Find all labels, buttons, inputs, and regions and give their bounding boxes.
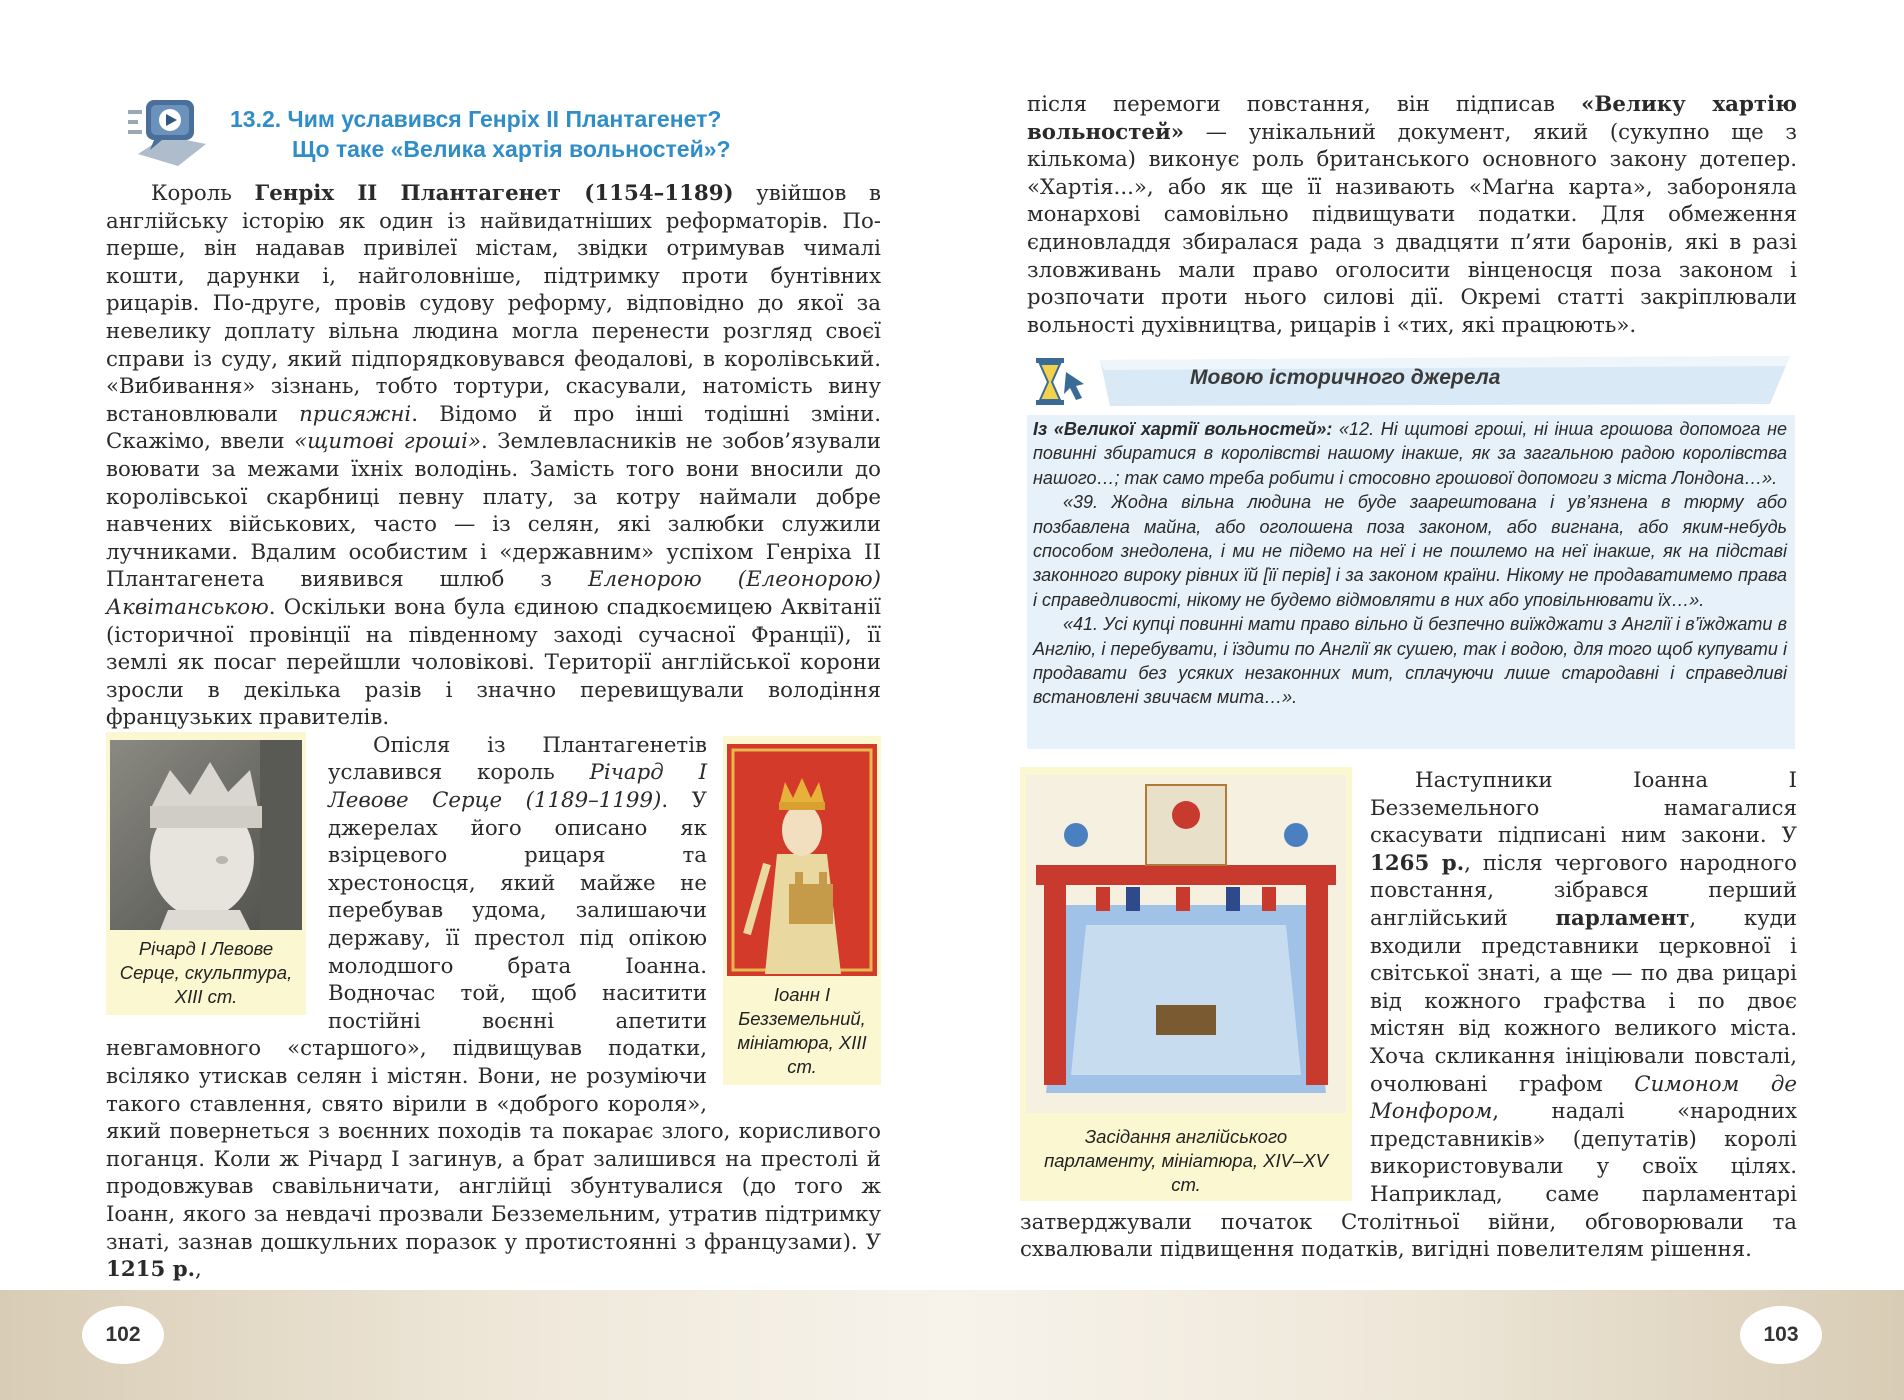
- figure-richard: [106, 732, 306, 1016]
- paragraph-parliament: Наступники Іоанна І Безземельного намагалися скасувати підписані ним закони. У 1265 р., після чергового народного повстання, зібрався перший англійський парламент, куди входили представники церковної і світської знаті, а ще — по два рицарі від кожного графства і по двоє містян від кожного великого міста. Хоча скликання ініціювали повсталі, очолювані графом Симоном де Монфором, надалі «народних представників» (депутатів) королі використовували у своїх цілях. Наприклад, саме парламентарі затверджували початок Столітньої війни, обговорювали та схвалювали підвищення податків, вигідні повелителям рішення.: [1020, 768, 1797, 1263]
- source-quote-39: «39. Жодна вільна людина не буде заарештована і ув’язнена в тюрму або позбавлена майна, або оголошена поза законом, або вигнана, або яким-небудь способом знедолена, і ми не підемо на неї і не пошлемо на неї інакше, як на підставі законного вироку рівних їй [її перів] і за законом країни. Нікому не продаватимемо права і справедливості, нікому не будемо відмовляти в них або уповільнювати їх…».: [1033, 492, 1787, 610]
- hourglass-icon: [1032, 356, 1092, 408]
- richard-caption: Річард І Левове Серце, скульптура, XIII ст.: [119, 938, 293, 1008]
- left-footer: [0, 1290, 952, 1400]
- parliament-caption: Засідання англійського парламенту, мініатюра, XIV–XV ст.: [1044, 1125, 1328, 1195]
- john-miniature-image: [727, 744, 877, 976]
- figure-parliament: [1020, 767, 1352, 1201]
- source-quote-12: Із «Великої хартії вольностей»: «12. Ні щитові гроші, ні інша грошова допомога не повинні збиратися в королівстві нашому інакше, як за загальною радою королівства нашого…; так само треба робити і стосовно грошової допомоги з міста Лондона…».: [1033, 419, 1787, 488]
- paragraph-richard: Опісля із Плантагенетів уславився король Річард І Левове Серце (1189–1199). У джерелах його описано як взірцевого рицаря та хрестоносця, який майже не перебував удома, залишаючи державу, її престол під опікою молодшого брата Іоанна. Водночас той, щоб наситити постійні воєнні апетити невгамовного «старшого», підвищував податки, всіляко утискав селян і містян. Вони, не розуміючи такого ставлення, свято вірили в «доброго короля», який повернеться з воєнних походів та покарає злого, корисливого поганця. Коли ж Річард І загинув, а брат залишився на престолі й продовжував свавільничати, англійці збунтувалися (до того ж Іоанн, якого за невдачі прозвали Безземельним, утратив підтримку знаті, зазнав дошкульних поразок у протистоянні з французами). У 1215 р.,: [106, 732, 881, 1283]
- john-caption: Іоанн І Безземельний, мініатюра, XIII ст.: [737, 984, 867, 1078]
- section-heading: [230, 104, 731, 164]
- right-footer: [952, 1290, 1904, 1400]
- figure-john: [723, 736, 881, 1086]
- richard-sculpture-image: [110, 740, 302, 930]
- left-text-column: [106, 180, 881, 1284]
- right-text-bottom: [1020, 767, 1797, 1264]
- page-number-right: 103: [1740, 1306, 1822, 1364]
- right-text-top: [1027, 91, 1797, 339]
- video-lesson-icon[interactable]: [126, 96, 214, 170]
- source-quote-41: «41. Усі купці повинні мати право вільно й безпечно виїжджати з Англії і в’їжджати в Англію, і перебувати, і їздити по Англії як сушею, так і водою, для того щоб купувати і продавати без усяких незаконних мит, сплачуючи лише стародавні і справедливі встановлені звичаєм мита…».: [1033, 614, 1787, 708]
- paragraph-magna-carta: після перемоги повстання, він підписав «Велику хартію вольностей» — унікальний документ, який (сукупно ще з кількома) виконує роль британського основного закону дотепер. «Хартія...», або як ще її називають «Маґна карта», забороняла монархові самовільно підвищувати податки. Для обмеження єдиновладдя збиралася рада з двадцяти п’яти баронів, які в разі зловживань мали право оголосити вінценосця поза законом і розпочати проти нього силові дії. Окремі статті закріплювали вольності духівництва, рицарів і «тих, які працюють».: [1027, 92, 1797, 338]
- paragraph-henry: Король Генріх ІІ Плантагенет (1154–1189) увійшов в англійську історію як один із найвидатніших реформаторів. По-перше, він надавав привілеї містам, звідки отримував чималі кошти, дарунки і, найголовніше, підтримку проти бунтівних рицарів. По-друге, провів судову реформу, відповідно до якої за невелику доплату вільна людина могла перенести розгляд своєї справи із суду, який підпорядковувався феодалові, в королівський. «Вибивання» зізнань, тобто тортури, скасували, натомість вину встановлювали присяжні. Відомо й про інші тодішні зміни. Скажімо, ввели «щитові гроші». Землевласників не зобов’язували воювати за межами їхніх володінь. Замість того вони вносили до королівської скарбниці певну плату, за котру наймали добре навчених військових, часто — із селян, які залюбки служили лучниками. Вдалим особистим і «державним» успіхом Генріха ІІ Плантагенета виявився шлюб з Еленорою (Елеонорою) Аквітанською. Оскільки вона була єдиною спадкоємицею Аквітанії (історичної провінції на південному заході сучасної Франції), її землі як посаг перейшли чоловікові. Території англійської корони зросли в декілька разів і значно перевищували володіння французьких правителів.: [106, 181, 882, 731]
- page-number-left: 102: [82, 1306, 164, 1364]
- source-band-title: Мовою історичного джерела: [1190, 366, 1501, 389]
- section-heading-line1: 13.2. Чим уславився Генріх ІІ Плантагенет?: [230, 106, 722, 132]
- source-quote-box: [1027, 415, 1795, 749]
- parliament-miniature-image: [1026, 775, 1346, 1113]
- section-heading-line2: Що таке «Велика хартія вольностей»?: [292, 136, 731, 162]
